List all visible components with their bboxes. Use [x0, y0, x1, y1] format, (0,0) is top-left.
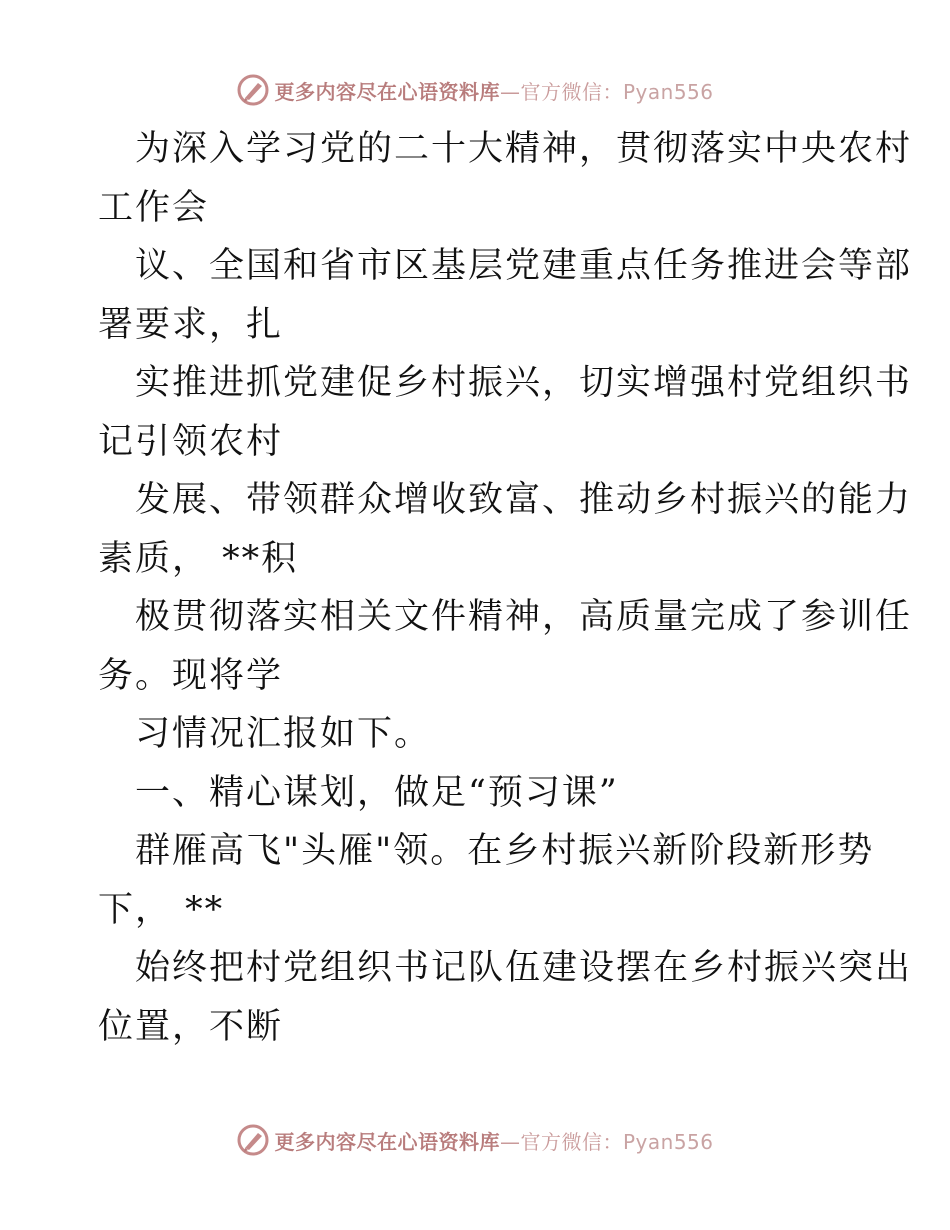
watermark-id: Pyan556 [622, 79, 714, 104]
header-watermark [0, 70, 950, 110]
body-line: 始终把村党组织书记队伍建设摆在乡村振兴突出 [135, 948, 913, 988]
watermark-dash: — [499, 1129, 521, 1154]
footer-watermark [0, 1120, 950, 1160]
body-line: 议、全国和省市区基层党建重点任务推进会等部 [135, 246, 913, 286]
body-line: 记引领农村 [98, 421, 284, 462]
body-line: 习情况汇报如下。 [135, 714, 432, 754]
section-heading: 一、精心谋划，做足“预习课” [135, 772, 619, 813]
pen-logo-icon [236, 1123, 270, 1157]
watermark-main: 更多内容尽在心语资料库 [274, 1129, 500, 1154]
body-line: 务。现将学 [98, 655, 284, 696]
body-line: 下， ** [98, 889, 225, 930]
body-line: 位置，不断 [98, 1006, 284, 1047]
watermark-id: Pyan556 [622, 1129, 714, 1154]
body-line: 发展、带领群众增收致富、推动乡村振兴的能力 [135, 480, 913, 520]
document-body [98, 120, 913, 1056]
body-line: 实推进抓党建促乡村振兴，切实增强村党组织书 [135, 363, 913, 403]
body-line: 极贯彻落实相关文件精神，高质量完成了参训任 [135, 597, 913, 637]
watermark-dash: — [499, 79, 521, 104]
body-line: 群雁高飞"头雁"领。在乡村振兴新阶段新形势 [135, 831, 875, 871]
body-line: 为深入学习党的二十大精神，贯彻落实中央农村 [135, 129, 913, 169]
pen-logo-icon [236, 73, 270, 107]
watermark-text [274, 1126, 713, 1155]
body-line: 署要求，扎 [98, 304, 284, 345]
body-line: 素质， **积 [98, 538, 299, 579]
body-line: 工作会 [98, 187, 210, 228]
watermark-text [274, 76, 713, 105]
watermark-main: 更多内容尽在心语资料库 [274, 79, 500, 104]
watermark-sub: 官方微信： [520, 79, 623, 104]
watermark-sub: 官方微信： [520, 1129, 623, 1154]
